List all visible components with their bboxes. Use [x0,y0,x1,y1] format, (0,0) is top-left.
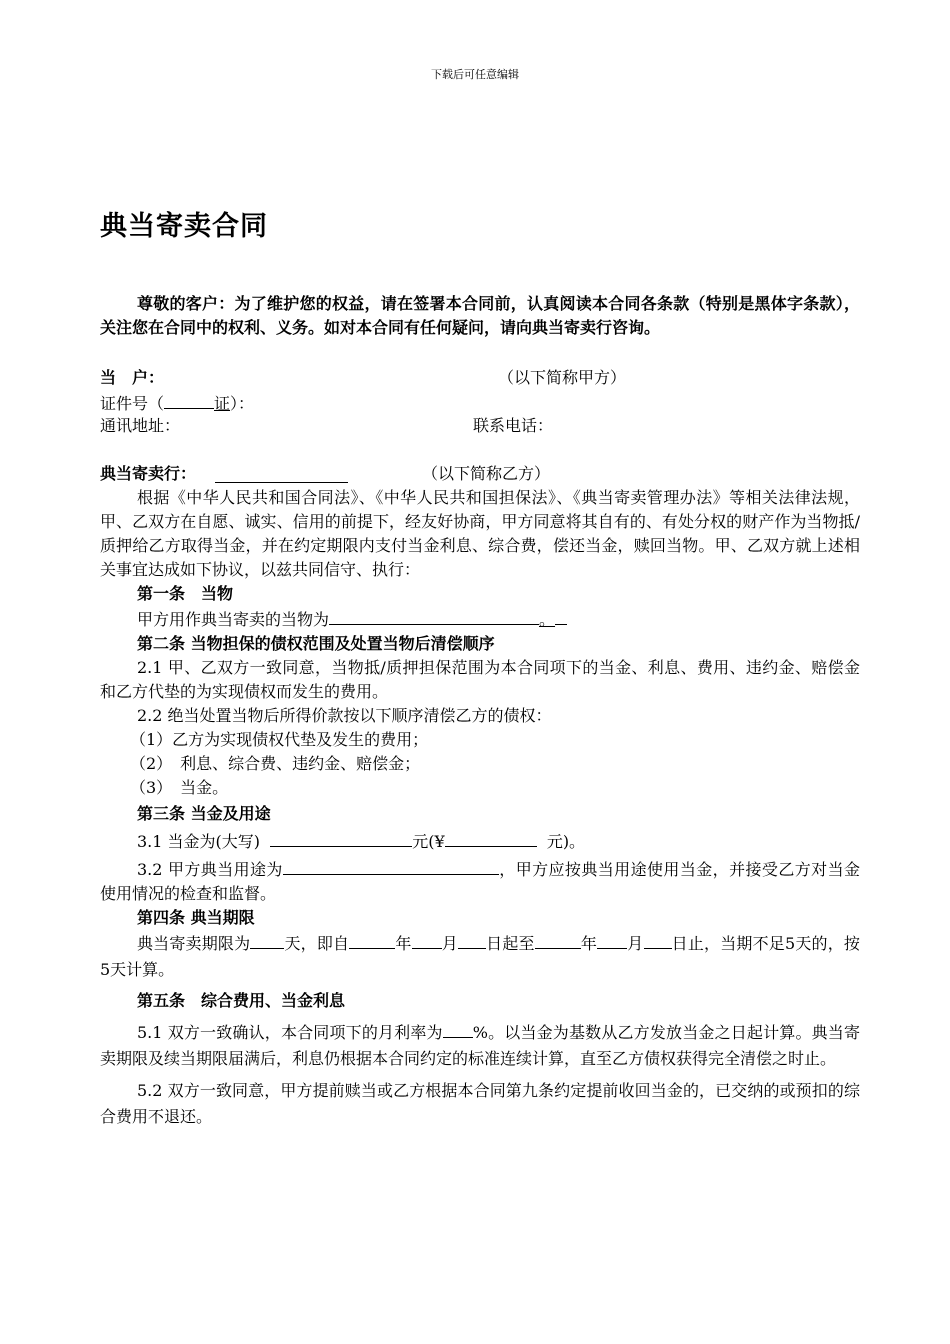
art3-p1-a: 3.1 当金为(大写) [137,832,261,851]
art3-p1-b: 元(¥ [412,832,445,851]
art3-p2-a: 3.2 甲方典当用途为 [137,860,283,879]
article-5-1 [100,1019,860,1072]
end-day-blank[interactable] [644,930,672,949]
day-from-label: 日起至 [486,934,535,953]
end-month-blank[interactable] [597,930,627,949]
id-prefix: 证件号（ [100,394,165,413]
party-b-row [100,462,860,486]
amount-words-blank[interactable] [270,828,412,847]
preamble: 根据《中华人民共和国合同法》、《中华人民共和国担保法》、《典当寄卖管理办法》等相关法律法规，甲、乙双方在自愿、诚实、信用的前提下，经友好协商，甲方同意将其自有的、有处分权的财产作为当物抵/质押给乙方取得当金，并在约定期限内支付当金利息、综合费，偿还当金，赎回当物。甲、乙双方就上述相关事宜达成如下协议，以兹共同信守、执行： [100,488,860,579]
party-a-label: 当 户： [100,368,165,387]
days-blank[interactable] [250,930,284,949]
party-a-id-row [100,390,860,414]
article-3-heading: 第三条 当金及用途 [137,804,271,823]
amount-number-blank[interactable] [445,828,537,847]
start-day-blank[interactable] [458,930,486,949]
article-4-heading: 第四条 典当期限 [137,908,255,927]
pawn-item-blank-tail [555,606,567,625]
pawn-item-blank[interactable] [329,606,539,625]
month-label: 月 [441,934,458,953]
rate-blank[interactable] [443,1019,473,1038]
t2: 天，即自 [284,934,350,953]
art5-p1-a: 5.1 双方一致确认，本合同项下的月利率为 [137,1023,443,1042]
article-5-heading: 第五条 综合费用、当金利息 [137,991,346,1010]
party-b-name-blank[interactable] [215,464,348,483]
year-label: 年 [395,934,412,953]
article-3-2 [100,856,860,906]
art1-text: 甲方用作典当寄卖的当物为 [137,610,330,629]
list-item: （3） 当金。 [130,778,229,797]
list-item: （1）乙方为实现债权代垫及发生的费用； [130,730,429,749]
article-2-heading: 第二条 当物担保的债权范围及处置当物后清偿顺序 [137,634,495,653]
start-year-blank[interactable] [349,930,395,949]
start-month-blank[interactable] [412,930,442,949]
art1-end: 。 [539,610,556,629]
article-3-1 [100,828,860,854]
t1: 典当寄卖期限为 [137,934,251,953]
art3-p2-b: ，甲方应按典当用途使用当金，并接受乙方对当金使用情况的检查和监督。 [100,860,860,903]
id-type-blank[interactable] [164,390,214,409]
end-year-blank[interactable] [535,930,581,949]
phone-label: 联系电话： [473,416,554,435]
day-to-label: 日止，当期不足5天的，按5天计算。 [100,934,860,979]
party-a-abbr: （以下简称甲方） [498,368,627,387]
art3-p1-c: 元)。 [546,832,586,851]
year-label: 年 [580,934,598,953]
party-b-label: 典当寄卖行： [100,464,197,483]
article-1-text [100,606,860,632]
purpose-blank[interactable] [283,856,499,875]
article-4-text [100,930,860,983]
page-header: 下载后可任意编辑 [431,68,519,81]
party-a-row [100,366,860,390]
id-suffix: ）： [230,394,255,413]
party-b-abbr: （以下简称乙方） [422,464,551,483]
id-mid: 证 [214,394,231,413]
contract-body [100,292,860,1130]
article-5-2: 5.2 双方一致同意，甲方提前赎当或乙方根据本合同第九条约定提前收回当金的，已交纳的或预扣的综合费用不退还。 [100,1081,860,1126]
address-label: 通讯地址： [100,416,181,435]
document-title: 典当寄卖合同 [100,211,268,242]
party-a-address-row [100,414,860,438]
notice-paragraph: 尊敬的客户：为了维护您的权益，请在签署本合同前，认真阅读本合同各条款（特别是黑体字条款），关注您在合同中的权利、义务。如对本合同有任何疑问，请向典当寄卖行咨询。 [100,294,860,337]
article-1-heading: 第一条 当物 [137,584,234,603]
article-2-2: 2.2 绝当处置当物后所得价款按以下顺序清偿乙方的债权： [137,706,552,725]
month-label: 月 [627,934,644,953]
article-2-1: 2.1 甲、乙双方一致同意，当物抵/质押担保范围为本合同项下的当金、利息、费用、违约金、赔偿金和乙方代垫的为实现债权而发生的费用。 [100,658,860,701]
list-item: （2） 利息、综合费、违约金、赔偿金； [130,754,421,773]
art5-p1-b: %。以当金为基数从乙方发放当金之日起计算。典当寄卖期限及续当期限届满后，利息仍根据本合同约定的标准连续计算，直至乙方债权获得完全清偿之时止。 [100,1023,860,1068]
